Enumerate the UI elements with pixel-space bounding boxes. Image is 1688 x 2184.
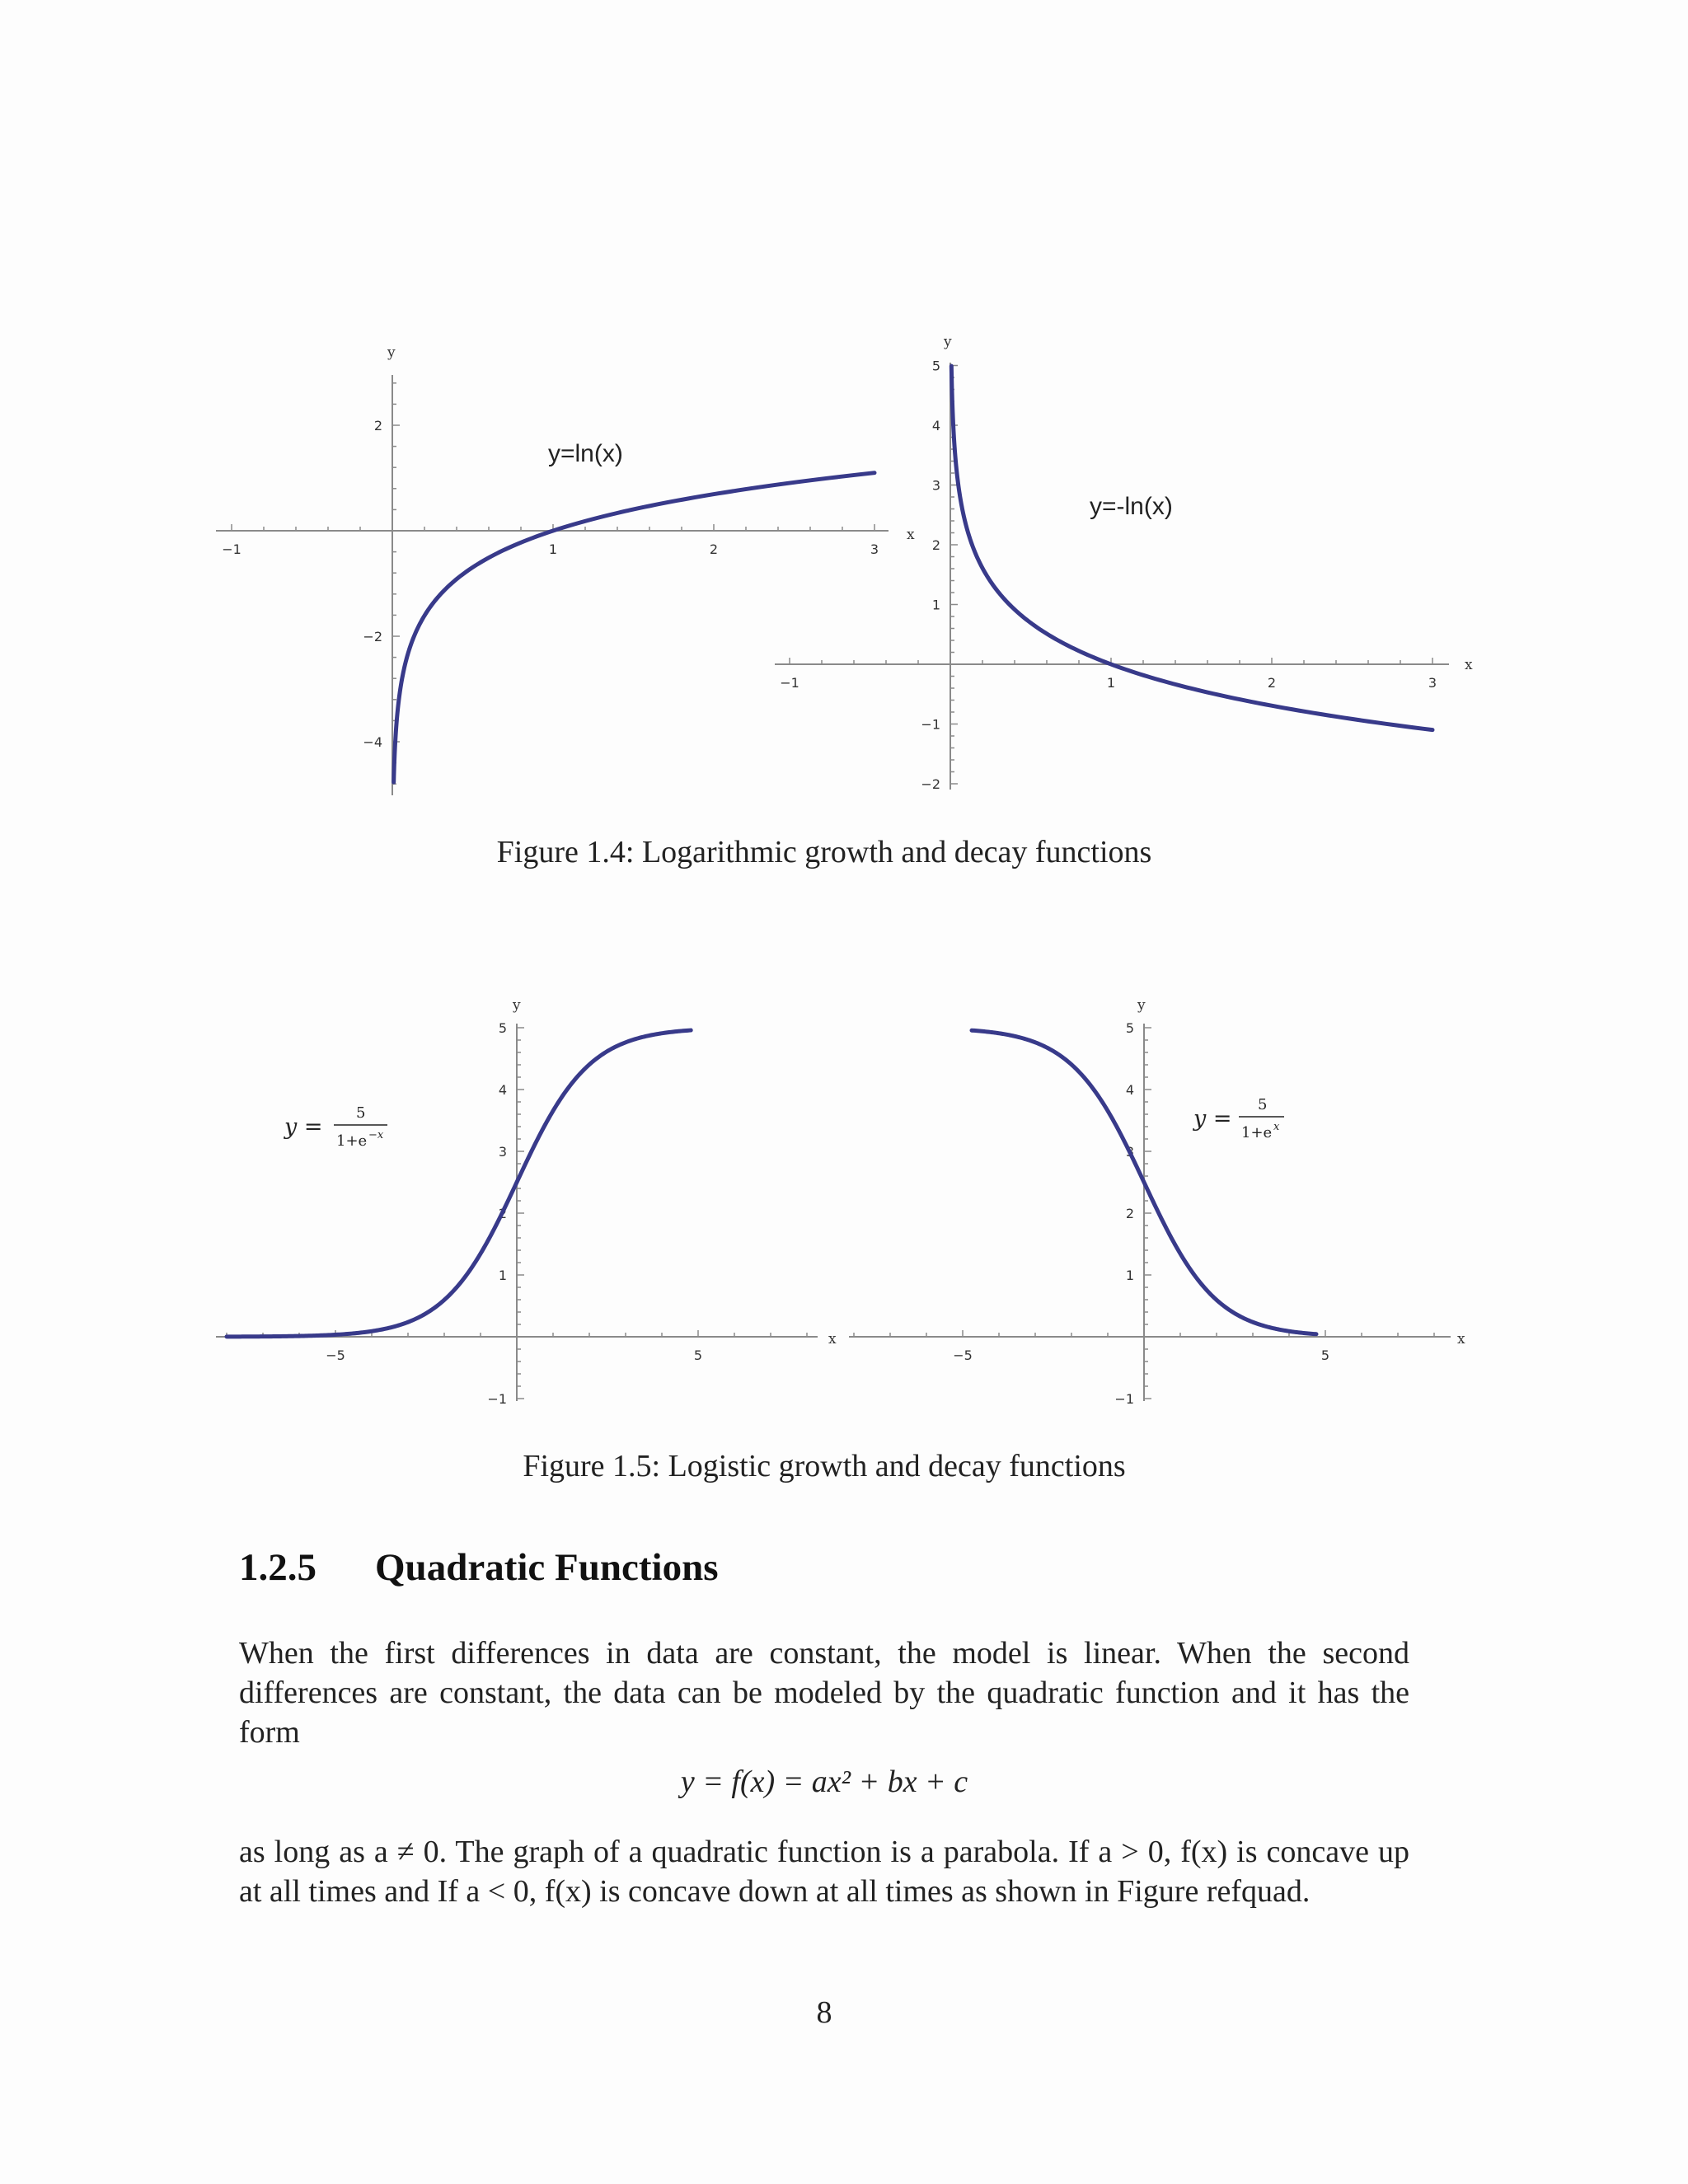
figure-1-4-caption: Figure 1.4: Logarithmic growth and decay functions bbox=[496, 835, 1152, 869]
ln-curve-label: y=ln(x) bbox=[548, 440, 623, 467]
neg-ln-curve-label: y=-ln(x) bbox=[1090, 493, 1173, 520]
y-tick-label: −2 bbox=[363, 629, 382, 644]
decay-y-axis-label: y bbox=[1137, 997, 1146, 1014]
x-tick-label: 1 bbox=[1106, 675, 1116, 691]
x-tick-label: 2 bbox=[709, 541, 719, 557]
growth-eq-numerator: 5 bbox=[356, 1104, 366, 1122]
decay-equation-label bbox=[1193, 1096, 1284, 1141]
decay-eq-denominator: 1+e bbox=[1241, 1124, 1273, 1141]
x-tick-label: 3 bbox=[870, 541, 879, 557]
y-tick-label: 3 bbox=[498, 1144, 507, 1160]
growth-eq-denominator: 1+e bbox=[336, 1132, 368, 1150]
y-tick-label: 1 bbox=[498, 1268, 507, 1283]
body-paragraph-2: as long as a ≠ 0. The graph of a quadratic function is a parabola. If a > 0, f(x) is concave up at all times and If a < 0, f(x) is concave down at all times as shown in Figure refquad. bbox=[239, 1835, 1409, 1909]
decay-axes bbox=[849, 1020, 1451, 1407]
y-tick-label: 2 bbox=[931, 537, 940, 553]
section-number: 1.2.5 bbox=[239, 1546, 316, 1589]
growth-x-axis-label: x bbox=[828, 1331, 837, 1347]
x-tick-label: 3 bbox=[1428, 675, 1437, 691]
y-tick-label: −1 bbox=[1114, 1391, 1134, 1407]
y-tick-label: 3 bbox=[1125, 1144, 1134, 1160]
x-tick-label: −5 bbox=[953, 1347, 973, 1363]
decay-eq-lhs: y = bbox=[1193, 1106, 1232, 1132]
growth-eq-lhs: y = bbox=[284, 1114, 323, 1140]
y-tick-label: 1 bbox=[1125, 1268, 1134, 1283]
y-tick-label: −1 bbox=[487, 1391, 507, 1407]
x-tick-label: 5 bbox=[1320, 1347, 1330, 1363]
y-tick-label: −2 bbox=[921, 776, 940, 792]
y-tick-label: 4 bbox=[498, 1082, 507, 1098]
quadratic-equation: y = f(x) = ax² + bx + c bbox=[680, 1765, 968, 1799]
y-tick-label: 4 bbox=[1125, 1082, 1134, 1098]
decay-x-axis-label: x bbox=[1457, 1331, 1465, 1347]
y-tick-label: −4 bbox=[363, 734, 382, 750]
section-title: Quadratic Functions bbox=[375, 1546, 719, 1589]
decay-eq-exponent: x bbox=[1273, 1121, 1280, 1133]
ln-x-axis-label: x bbox=[907, 527, 915, 543]
ln-y-axis-label: y bbox=[387, 344, 396, 361]
neg-ln-x-axis-label: x bbox=[1465, 657, 1473, 673]
x-tick-label: 1 bbox=[548, 541, 558, 557]
body-paragraph-1: When the first differences in data are constant, the model is linear. When the second differences are constant, the data can be modeled by the quadratic function and it has the form bbox=[239, 1636, 1409, 1750]
x-tick-label: 2 bbox=[1267, 675, 1277, 691]
y-tick-label: 2 bbox=[373, 418, 382, 434]
y-tick-label: 3 bbox=[931, 477, 940, 494]
decay-eq-numerator: 5 bbox=[1258, 1096, 1268, 1113]
x-tick-label: −1 bbox=[780, 675, 799, 691]
neg-ln-y-axis-label: y bbox=[944, 334, 952, 350]
y-tick-label: 4 bbox=[931, 418, 940, 434]
y-tick-label: 1 bbox=[931, 597, 940, 613]
y-tick-label: 5 bbox=[931, 358, 940, 374]
section-heading bbox=[239, 1545, 719, 1590]
x-tick-label: −5 bbox=[326, 1347, 345, 1363]
page-number: 8 bbox=[816, 1995, 832, 2030]
x-tick-label: −1 bbox=[222, 541, 241, 557]
growth-eq-exponent: −x bbox=[368, 1129, 384, 1141]
y-tick-label: 5 bbox=[498, 1020, 507, 1036]
y-tick-label: −1 bbox=[921, 716, 940, 733]
y-tick-label: 2 bbox=[1125, 1206, 1134, 1221]
x-tick-label: 5 bbox=[693, 1347, 703, 1363]
y-tick-label: 2 bbox=[498, 1206, 507, 1221]
figure-1-5-caption: Figure 1.5: Logistic growth and decay functions bbox=[523, 1449, 1126, 1483]
y-tick-label: 5 bbox=[1125, 1020, 1134, 1036]
growth-y-axis-label: y bbox=[513, 997, 521, 1014]
